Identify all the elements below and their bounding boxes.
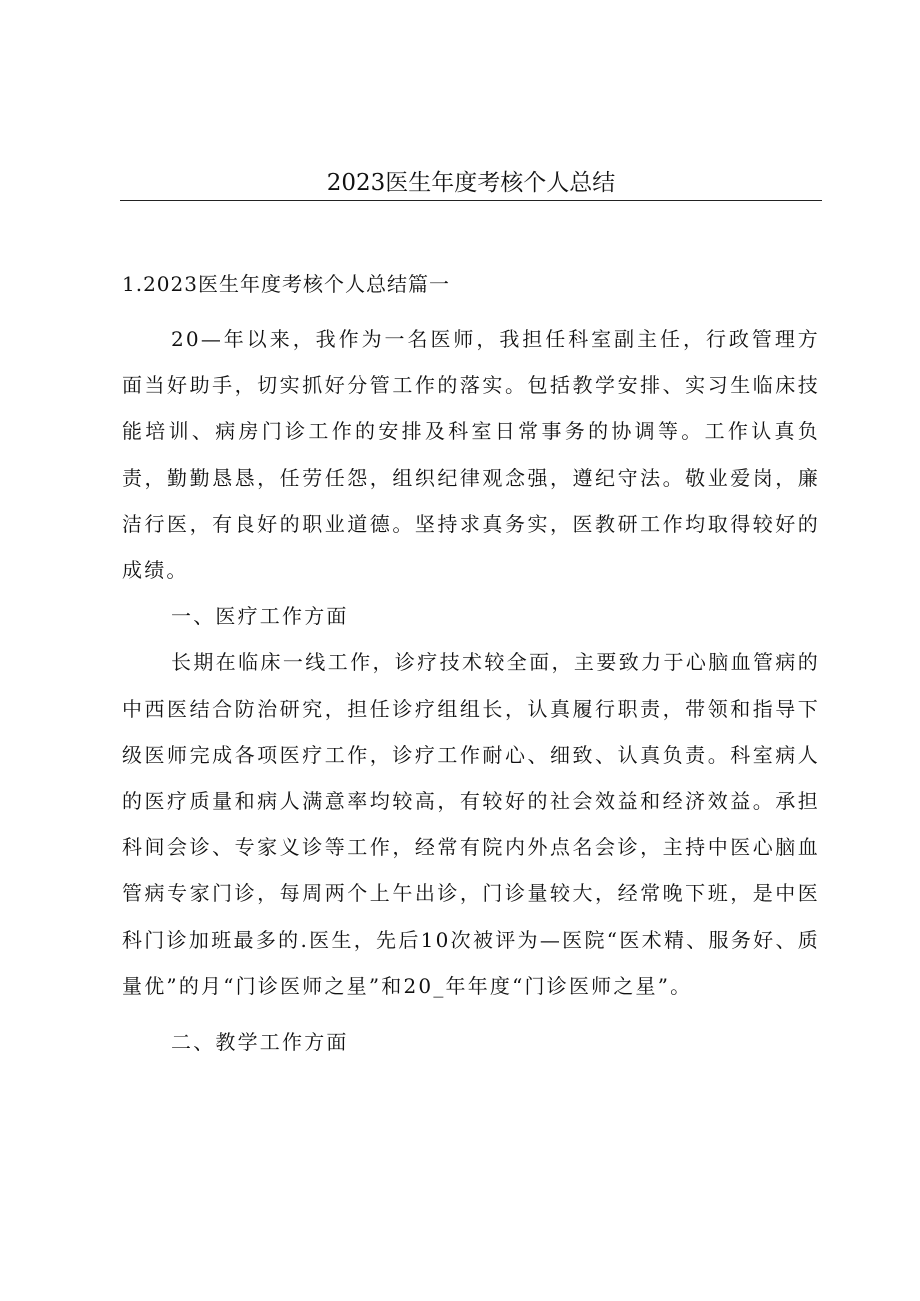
document-title: 2023医生年度考核个人总结	[326, 170, 616, 196]
document-body	[122, 316, 820, 1065]
title-underline	[120, 200, 822, 201]
paragraph-medical-work: 长期在临床一线工作，诊疗技术较全面，主要致力于心脑血管病的中西医结合防治研究，担任诊疗组组长，认真履行职责，带领和指导下级医师完成各项医疗工作，诊疗工作耐心、细致、认真负责。科室病人的医疗质量和病人满意率均较高，有较好的社会效益和经济效益。承担科间会诊、专家义诊等工作，经常有院内外点名会诊，主持中医心脑血管病专家门诊，每周两个上午出诊，门诊量较大，经常晚下班，是中医科门诊加班最多的.医生，先后10次被评为—医院“医术精、服务好、质量优”的月“门诊医师之星”和20_年年度“门诊医师之星”。	[122, 650, 820, 998]
subheading-medical-work: 一、医疗工作方面	[171, 604, 349, 629]
subheading-teaching-work: 二、教学工作方面	[171, 1030, 349, 1055]
paragraph-intro: 20—年以来，我作为一名医师，我担任科室副主任，行政管理方面当好助手，切实抓好分管工作的落实。包括教学安排、实习生临床技能培训、病房门诊工作的安排及科室日常事务的协调等。工作认真负责，勤勤恳恳，任劳任怨，组织纪律观念强，遵纪守法。敬业爱岗，廉洁行医，有良好的职业道德。坚持求真务实，医教研工作均取得较好的成绩。	[122, 327, 820, 583]
section-heading: 1.2023医生年度考核个人总结篇一	[122, 272, 450, 296]
